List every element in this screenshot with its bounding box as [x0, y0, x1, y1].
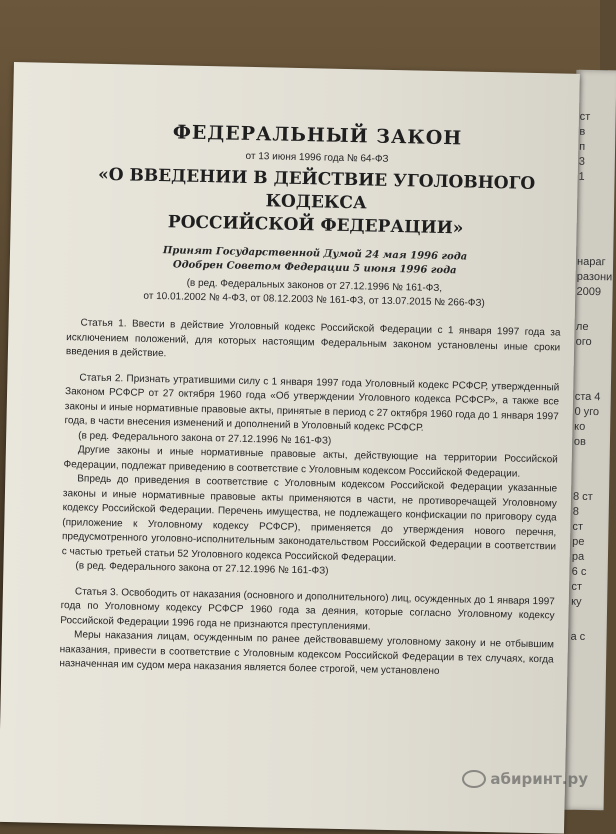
redactions-line: от 10.01.2002 № 4-ФЗ, от 08.12.2003 № 161-ФЗ, от 13.07.2015 № 266-ФЗ) — [143, 290, 485, 309]
law-title-line: РОССИЙСКОЙ ФЕДЕРАЦИИ» — [167, 212, 464, 239]
law-type-heading: ФЕДЕРАЛЬНЫЙ ЗАКОН — [172, 121, 463, 150]
edge-fragment: ку — [571, 595, 582, 608]
edge-fragment: ко — [574, 420, 586, 433]
edge-fragment: 2009 — [576, 285, 602, 299]
article-2-paragraph: Другие законы и иные нормативные правовые акты, действующие на территории Российской Федерации, подлежат приведению в соответствие с Уголовным кодексом Российской Федерации. — [63, 444, 558, 480]
edge-fragment: а с — [570, 630, 586, 643]
edge-fragment: ра — [571, 550, 585, 563]
article-3: Статья 3. Освободить от наказания (основного и дополнительного) лиц, осужденных до 1 января 1997 года по Уголовному кодексу РСФСР 1960 года за деяния, которые согласно Уголовному кодексу Российской Федерации 1996 года не признаются преступлениями. — [60, 585, 555, 633]
article-2-paragraph: Впредь до приведения в соответствие с Уголовным кодексом Российской Федерации указанные законы и иные нормативные правовые акты применяются в части, не противоречащей Уголовному кодексу Российской Федерации. Перечень имущества, не подлежащего конфискации по приговору суда (приложение к Уголовному кодексу РСФСР), применяется до утверждения нового перечня, предусмотренного уголовно-исполнительным законодательством Российской Федерации в соответствии с частью третьей статьи 52 Уголовного кодекса Российской Федерации. — [61, 473, 558, 564]
edge-fragment: 3 — [578, 155, 586, 168]
edge-fragment: ст — [572, 520, 584, 533]
edge-fragment: 1 — [578, 170, 585, 183]
article-1: Статья 1. Ввести в действие Уголовный кодекс Российской Федерации с 1 января 1997 года за исключением положений, для которых настоящим Федеральным законом установлены иные сроки введения в действие. — [65, 317, 561, 360]
labyrinth-logo-icon — [462, 770, 486, 788]
law-date: от 13 июня 1996 года № 64-ФЗ — [245, 150, 389, 165]
edge-fragment: 0 уго — [574, 405, 600, 419]
edge-fragment: ов — [573, 435, 587, 448]
edge-fragment: ста 4 — [574, 390, 601, 404]
edge-fragment: п — [579, 140, 586, 153]
adopted-duma: Принят Государственной Думой 24 мая 1996 года — [162, 245, 468, 263]
law-title-line: «О ВВЕДЕНИИ В ДЕЙСТВИЕ УГОЛОВНОГО КОДЕКСА — [97, 164, 536, 214]
redactions-line: (в ред. Федеральных законов от 27.12.1996 № 161-ФЗ, — [186, 277, 443, 295]
redactions-note — [67, 274, 561, 312]
edge-fragment: 6 с — [571, 565, 587, 578]
page-content — [1, 62, 580, 682]
law-title — [68, 163, 563, 242]
edit-note: (в ред. Федерального закона от 27.12.1996 № 161-ФЗ) — [78, 429, 332, 447]
edge-fragment: ст — [579, 110, 591, 123]
edit-note: (в ред. Федерального закона от 27.12.1996 № 161-ФЗ) — [75, 560, 329, 577]
article-3-paragraph: Меры наказания лицам, осужденным по ранее действовавшему уголовному закону и не отбывшим наказания, привести в соответствие с Уголовным кодексом Российской Федерации в тех случаях, когда назначенная им судом мера наказания является более строгой, чем установлено — [59, 629, 555, 678]
edge-fragment: ре — [572, 535, 585, 548]
watermark-text: абиринт.ру — [490, 770, 588, 788]
approved-council: Одобрен Советом Федерации 5 июня 1996 года — [172, 259, 457, 277]
article-2: Статья 2. Признать утратившими силу с 1 января 1997 года Уголовный кодекс РСФСР, утвержденный Законом РСФСР от 27 октября 1960 года «Об утверждении Уголовного кодекса РСФСР», а также все законы и иные нормативные правовые акты, принятые в период с 27 октября 1960 года до 1 января 1997 года, в части внесения изменений и дополнений в Уголовный кодекс РСФСР. — [64, 371, 560, 434]
book-page — [0, 62, 580, 834]
edge-fragment: 8 — [572, 505, 579, 518]
edge-fragment: нараг — [577, 255, 606, 269]
edge-fragment: 8 ст — [572, 490, 593, 504]
edge-fragment: ле — [575, 320, 589, 333]
watermark — [462, 770, 588, 788]
edge-fragment: в — [579, 125, 586, 138]
edge-fragment: ст — [571, 580, 583, 593]
edge-fragment: ого — [575, 335, 592, 349]
edge-fragment: разони — [576, 270, 613, 284]
